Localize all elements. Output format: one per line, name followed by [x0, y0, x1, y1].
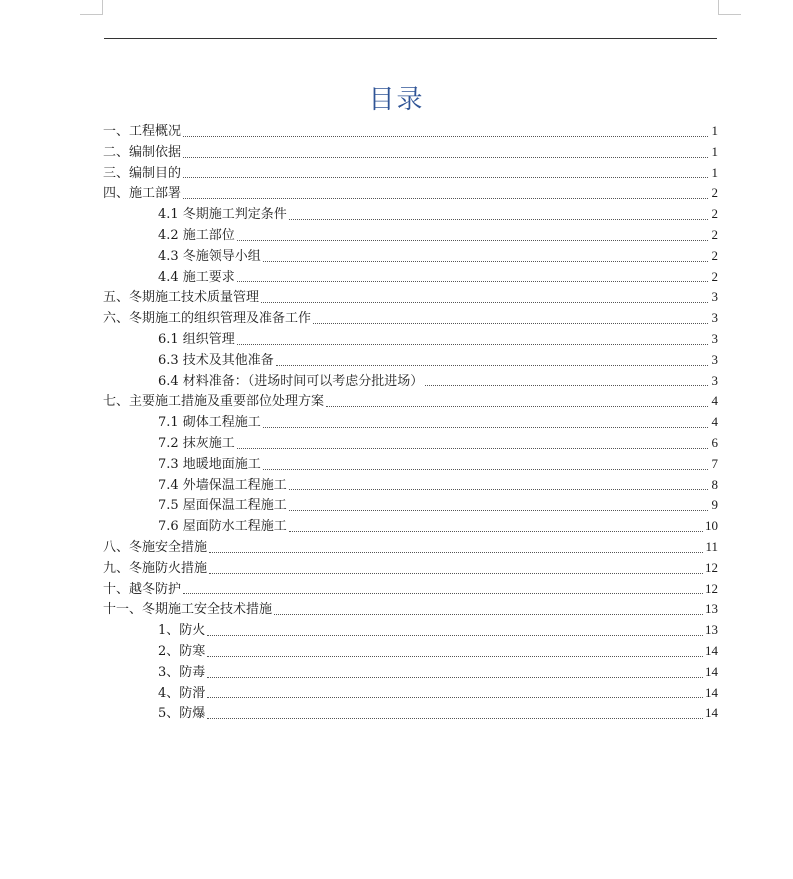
toc-entry-page-number: 3 [711, 372, 718, 388]
toc-entry-text: 4.2 施工部位 [158, 227, 235, 243]
toc-entry-page-number: 14 [705, 663, 718, 679]
toc-leader-dots [237, 280, 708, 282]
toc-entry-text: 7.5 屋面保温工程施工 [158, 498, 287, 514]
toc-entry-page-number: 2 [711, 268, 718, 284]
toc-entry[interactable] [103, 475, 718, 496]
toc-entry[interactable] [103, 516, 718, 537]
toc-leader-dots [276, 364, 708, 366]
toc-leader-dots [237, 343, 708, 345]
toc-entry[interactable] [103, 329, 718, 350]
toc-entry[interactable] [103, 454, 718, 475]
toc-entry-text: 五、冬期施工技术质量管理 [103, 290, 260, 306]
header-rule [104, 38, 717, 39]
toc-entry-text: 4.4 施工要求 [158, 269, 235, 285]
toc-leader-dots [289, 218, 708, 220]
toc-entry-text: 十、越冬防护 [103, 581, 182, 597]
toc-entry-page-number: 10 [705, 518, 718, 534]
toc-entry[interactable] [103, 683, 718, 704]
toc-entry-page-number: 13 [705, 601, 718, 617]
toc-leader-dots [209, 572, 703, 574]
toc-entry[interactable] [103, 142, 718, 163]
toc-title: 目录 [368, 85, 425, 115]
toc-entry-text: 一、工程概况 [103, 124, 182, 139]
toc-entry-text: 7.2 抹灰施工 [158, 435, 235, 451]
toc-entry[interactable] [103, 412, 718, 433]
toc-entry-page-number: 6 [711, 434, 718, 450]
toc-entry[interactable] [103, 641, 718, 662]
toc-leader-dots [207, 696, 703, 698]
toc-entry[interactable] [103, 225, 718, 246]
toc-leader-dots [183, 156, 708, 158]
toc-entry-page-number: 3 [711, 310, 718, 326]
toc-entry-page-number: 13 [705, 622, 718, 638]
toc-entry[interactable] [103, 183, 718, 204]
toc-entry[interactable] [103, 579, 718, 600]
toc-entry[interactable] [103, 121, 718, 142]
page-corner-mark-top-left [80, 0, 103, 15]
toc-entry-page-number: 3 [711, 330, 718, 346]
toc-entry-text: 七、主要施工措施及重要部位处理方案 [103, 394, 325, 410]
toc-entry-text: 六、冬期施工的组织管理及准备工作 [103, 311, 312, 327]
toc-entry-text: 九、冬施防火措施 [103, 560, 208, 576]
toc-entry[interactable] [103, 703, 718, 724]
toc-entry-page-number: 12 [705, 580, 718, 596]
toc-entry[interactable] [103, 371, 718, 392]
toc-entry[interactable] [103, 495, 718, 516]
toc-entry-text: 5、防爆 [158, 706, 206, 722]
toc-entry-page-number: 8 [711, 476, 718, 492]
toc-leader-dots [289, 530, 703, 532]
toc-entry-page-number: 12 [705, 559, 718, 575]
toc-leader-dots [207, 634, 703, 636]
toc-entry-page-number: 14 [705, 705, 718, 721]
toc-entry[interactable] [103, 433, 718, 454]
toc-entry-text: 八、冬施安全措施 [103, 539, 208, 555]
toc-entry[interactable] [103, 287, 718, 308]
toc-leader-dots [207, 717, 703, 719]
toc-leader-dots [274, 613, 703, 615]
toc-leader-dots [183, 592, 703, 594]
toc-entry[interactable] [103, 350, 718, 371]
toc-entry-page-number: 1 [711, 143, 718, 159]
toc-entry-text: 三、编制目的 [103, 165, 182, 181]
toc-entry-text: 7.1 砌体工程施工 [158, 415, 261, 431]
toc-entry-text: 6.3 技术及其他准备 [158, 352, 274, 368]
toc-leader-dots [261, 301, 708, 303]
toc-entry-page-number: 3 [711, 351, 718, 367]
toc-leader-dots [263, 260, 708, 262]
toc-entry-page-number: 3 [711, 289, 718, 305]
toc-entry-page-number: 9 [711, 497, 718, 513]
toc-entry-text: 2、防寒 [158, 643, 206, 659]
toc-leader-dots [207, 676, 703, 678]
toc-entry-page-number: 14 [705, 684, 718, 700]
table-of-contents [103, 121, 718, 724]
toc-entry-text: 7.6 屋面防水工程施工 [158, 519, 287, 535]
toc-entry[interactable] [103, 163, 718, 184]
toc-entry-text: 3、防毒 [158, 664, 206, 680]
toc-entry[interactable] [103, 267, 718, 288]
toc-leader-dots [263, 426, 708, 428]
toc-entry-text: 4、防滑 [158, 685, 206, 701]
toc-leader-dots [425, 384, 708, 386]
toc-entry-text: 4.1 冬期施工判定条件 [158, 207, 287, 223]
toc-entry-page-number: 4 [711, 414, 718, 430]
toc-entry[interactable] [103, 204, 718, 225]
toc-leader-dots [237, 239, 708, 241]
toc-leader-dots [209, 551, 703, 553]
toc-entry-text: 7.4 外墙保温工程施工 [158, 477, 287, 493]
toc-leader-dots [183, 197, 708, 199]
toc-entry-page-number: 1 [711, 123, 718, 138]
toc-entry-text: 1、防火 [158, 623, 206, 639]
toc-leader-dots [183, 135, 708, 137]
toc-entry[interactable] [103, 308, 718, 329]
toc-entry[interactable] [103, 620, 718, 641]
toc-entry-page-number: 2 [711, 185, 718, 201]
toc-entry-page-number: 2 [711, 206, 718, 222]
toc-leader-dots [183, 176, 708, 178]
toc-entry-text: 4.3 冬施领导小组 [158, 248, 261, 264]
toc-entry-page-number: 2 [711, 247, 718, 263]
toc-entry[interactable] [103, 391, 718, 412]
toc-leader-dots [289, 488, 708, 490]
toc-entry-page-number: 2 [711, 226, 718, 242]
toc-entry[interactable] [103, 662, 718, 683]
page-corner-mark-top-right [718, 0, 741, 15]
toc-entry-text: 6.1 组织管理 [158, 331, 235, 347]
toc-leader-dots [326, 405, 708, 407]
toc-entry-text: 7.3 地暖地面施工 [158, 456, 261, 472]
toc-leader-dots [237, 447, 708, 449]
toc-entry-page-number: 7 [711, 455, 718, 471]
toc-entry-text: 十一、冬期施工安全技术措施 [103, 602, 273, 618]
toc-leader-dots [207, 655, 703, 657]
toc-entry[interactable] [103, 246, 718, 267]
toc-leader-dots [289, 509, 708, 511]
toc-entry-text: 6.4 材料准备：（进场时间可以考虑分批进场） [158, 373, 424, 389]
toc-entry-text: 二、编制依据 [103, 144, 182, 160]
toc-entry[interactable] [103, 537, 718, 558]
toc-entry-page-number: 1 [711, 164, 718, 180]
toc-entry[interactable] [103, 558, 718, 579]
toc-entry-page-number: 14 [705, 642, 718, 658]
toc-leader-dots [263, 468, 708, 470]
toc-leader-dots [313, 322, 708, 324]
toc-entry-page-number: 4 [711, 393, 718, 409]
toc-entry-text: 四、施工部署 [103, 186, 182, 202]
toc-entry-page-number: 11 [705, 538, 718, 554]
toc-entry[interactable] [103, 599, 718, 620]
